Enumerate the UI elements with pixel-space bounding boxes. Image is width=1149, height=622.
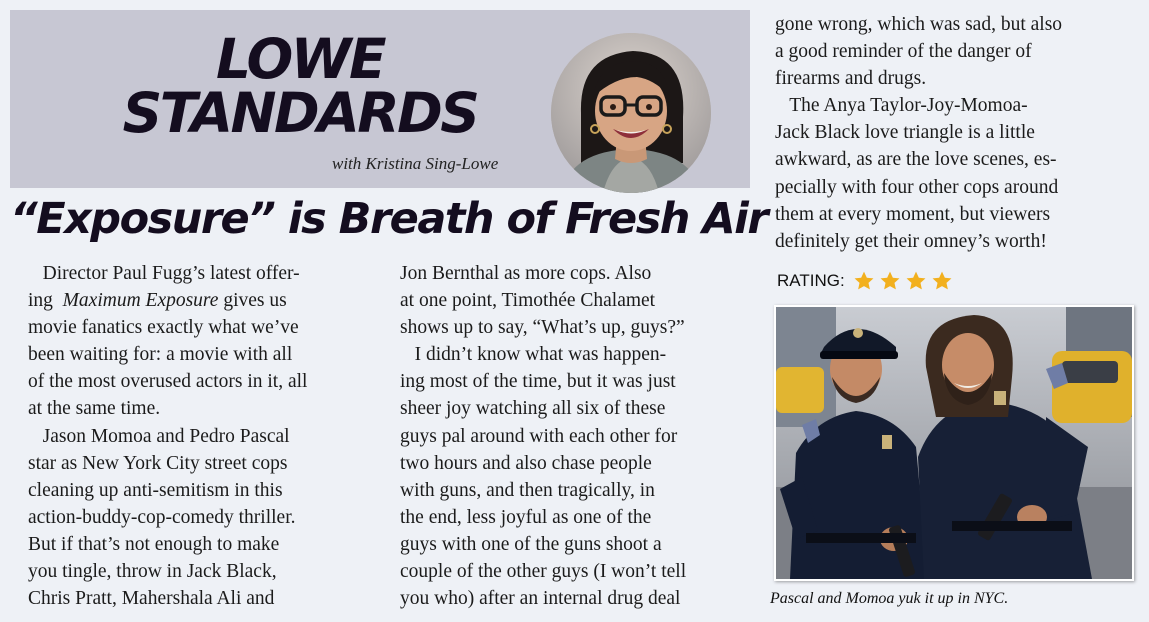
text-line: two hours and also chase people [400, 452, 652, 474]
text-line: guys pal around with each other for [400, 425, 678, 447]
masthead [10, 10, 750, 188]
text-line: awkward, as are the love scenes, es- [775, 149, 1057, 171]
text-line: Director Paul Fugg’s latest offer- [28, 263, 300, 284]
text-line: pecially with four other cops around [775, 176, 1059, 198]
text-line: Jon Bernthal as more cops. Also [400, 263, 652, 284]
text-line: But if that’s not enough to make [28, 533, 280, 555]
text-line: been waiting for: a movie with all [28, 344, 293, 366]
text-line: Jack Black love triangle is a little [775, 122, 1035, 144]
star-icon [879, 270, 901, 292]
star-icon [931, 270, 953, 292]
text-line: movie fanatics exactly what we’ve [28, 317, 299, 339]
text-line: of the most overused actors in it, all [28, 371, 308, 393]
text-line: couple of the other guys (I won’t tell [400, 561, 687, 583]
rating [777, 266, 957, 296]
text-line: with guns, and then tragically, in [400, 479, 655, 501]
article-column-1 [28, 260, 378, 612]
text-line: guys with one of the guns shoot a [400, 533, 662, 555]
text-line: definitely get their omney’s worth! [775, 230, 1047, 252]
text-line: cleaning up anti-semitism in this [28, 479, 283, 501]
article-column-3 [775, 11, 1145, 255]
text-line: The Anya Taylor-Joy-Momoa- [775, 95, 1028, 117]
star-icon [905, 270, 927, 292]
text-line: firearms and drugs. [775, 68, 927, 90]
column-title-line-1: LOWE [215, 27, 385, 91]
star-icon [853, 270, 875, 292]
film-title: Maximum Exposure [62, 290, 219, 312]
text-line: ing Maximum Exposure gives us [28, 290, 287, 312]
text-line: shows up to say, “What’s up, guys?” [400, 317, 685, 339]
rating-stars [853, 270, 957, 292]
text-line: ing most of the time, but it was just [400, 371, 676, 393]
text-line: gone wrong, which was sad, but also [775, 14, 1063, 35]
column-title [122, 27, 478, 145]
article-headline: “Exposure” is Breath of Fresh Air [10, 194, 768, 244]
article-column-2 [400, 260, 745, 612]
text-line: at one point, Timothée Chalamet [400, 290, 656, 312]
text-line: Jason Momoa and Pedro Pascal [28, 425, 290, 447]
text-line: action-buddy-cop-comedy thriller. [28, 506, 296, 528]
text-line: star as New York City street cops [28, 452, 288, 474]
article-photo [774, 305, 1134, 581]
text-line: the end, less joyful as one of the [400, 506, 652, 528]
text-line: I didn’t know what was happen- [400, 344, 667, 366]
byline: with Kristina Sing-Lowe [332, 154, 499, 173]
text-line: you who) after an internal drug deal [400, 588, 681, 610]
author-portrait [551, 33, 711, 193]
column-title-line-2: STANDARDS [122, 81, 478, 145]
author-portrait-illustration [551, 33, 711, 193]
rating-label: RATING: [777, 271, 845, 290]
text-line: at the same time. [28, 398, 161, 420]
text-line: a good reminder of the danger of [775, 41, 1032, 63]
text-line: them at every moment, but viewers [775, 203, 1051, 225]
text-line: sheer joy watching all six of these [400, 398, 666, 420]
photo-caption: Pascal and Momoa yuk it up in NYC. [770, 590, 1009, 607]
text-line: you tingle, throw in Jack Black, [28, 561, 277, 583]
text-line: Chris Pratt, Mahershala Ali and [28, 588, 275, 610]
police-officers-photo-illustration [776, 307, 1132, 579]
